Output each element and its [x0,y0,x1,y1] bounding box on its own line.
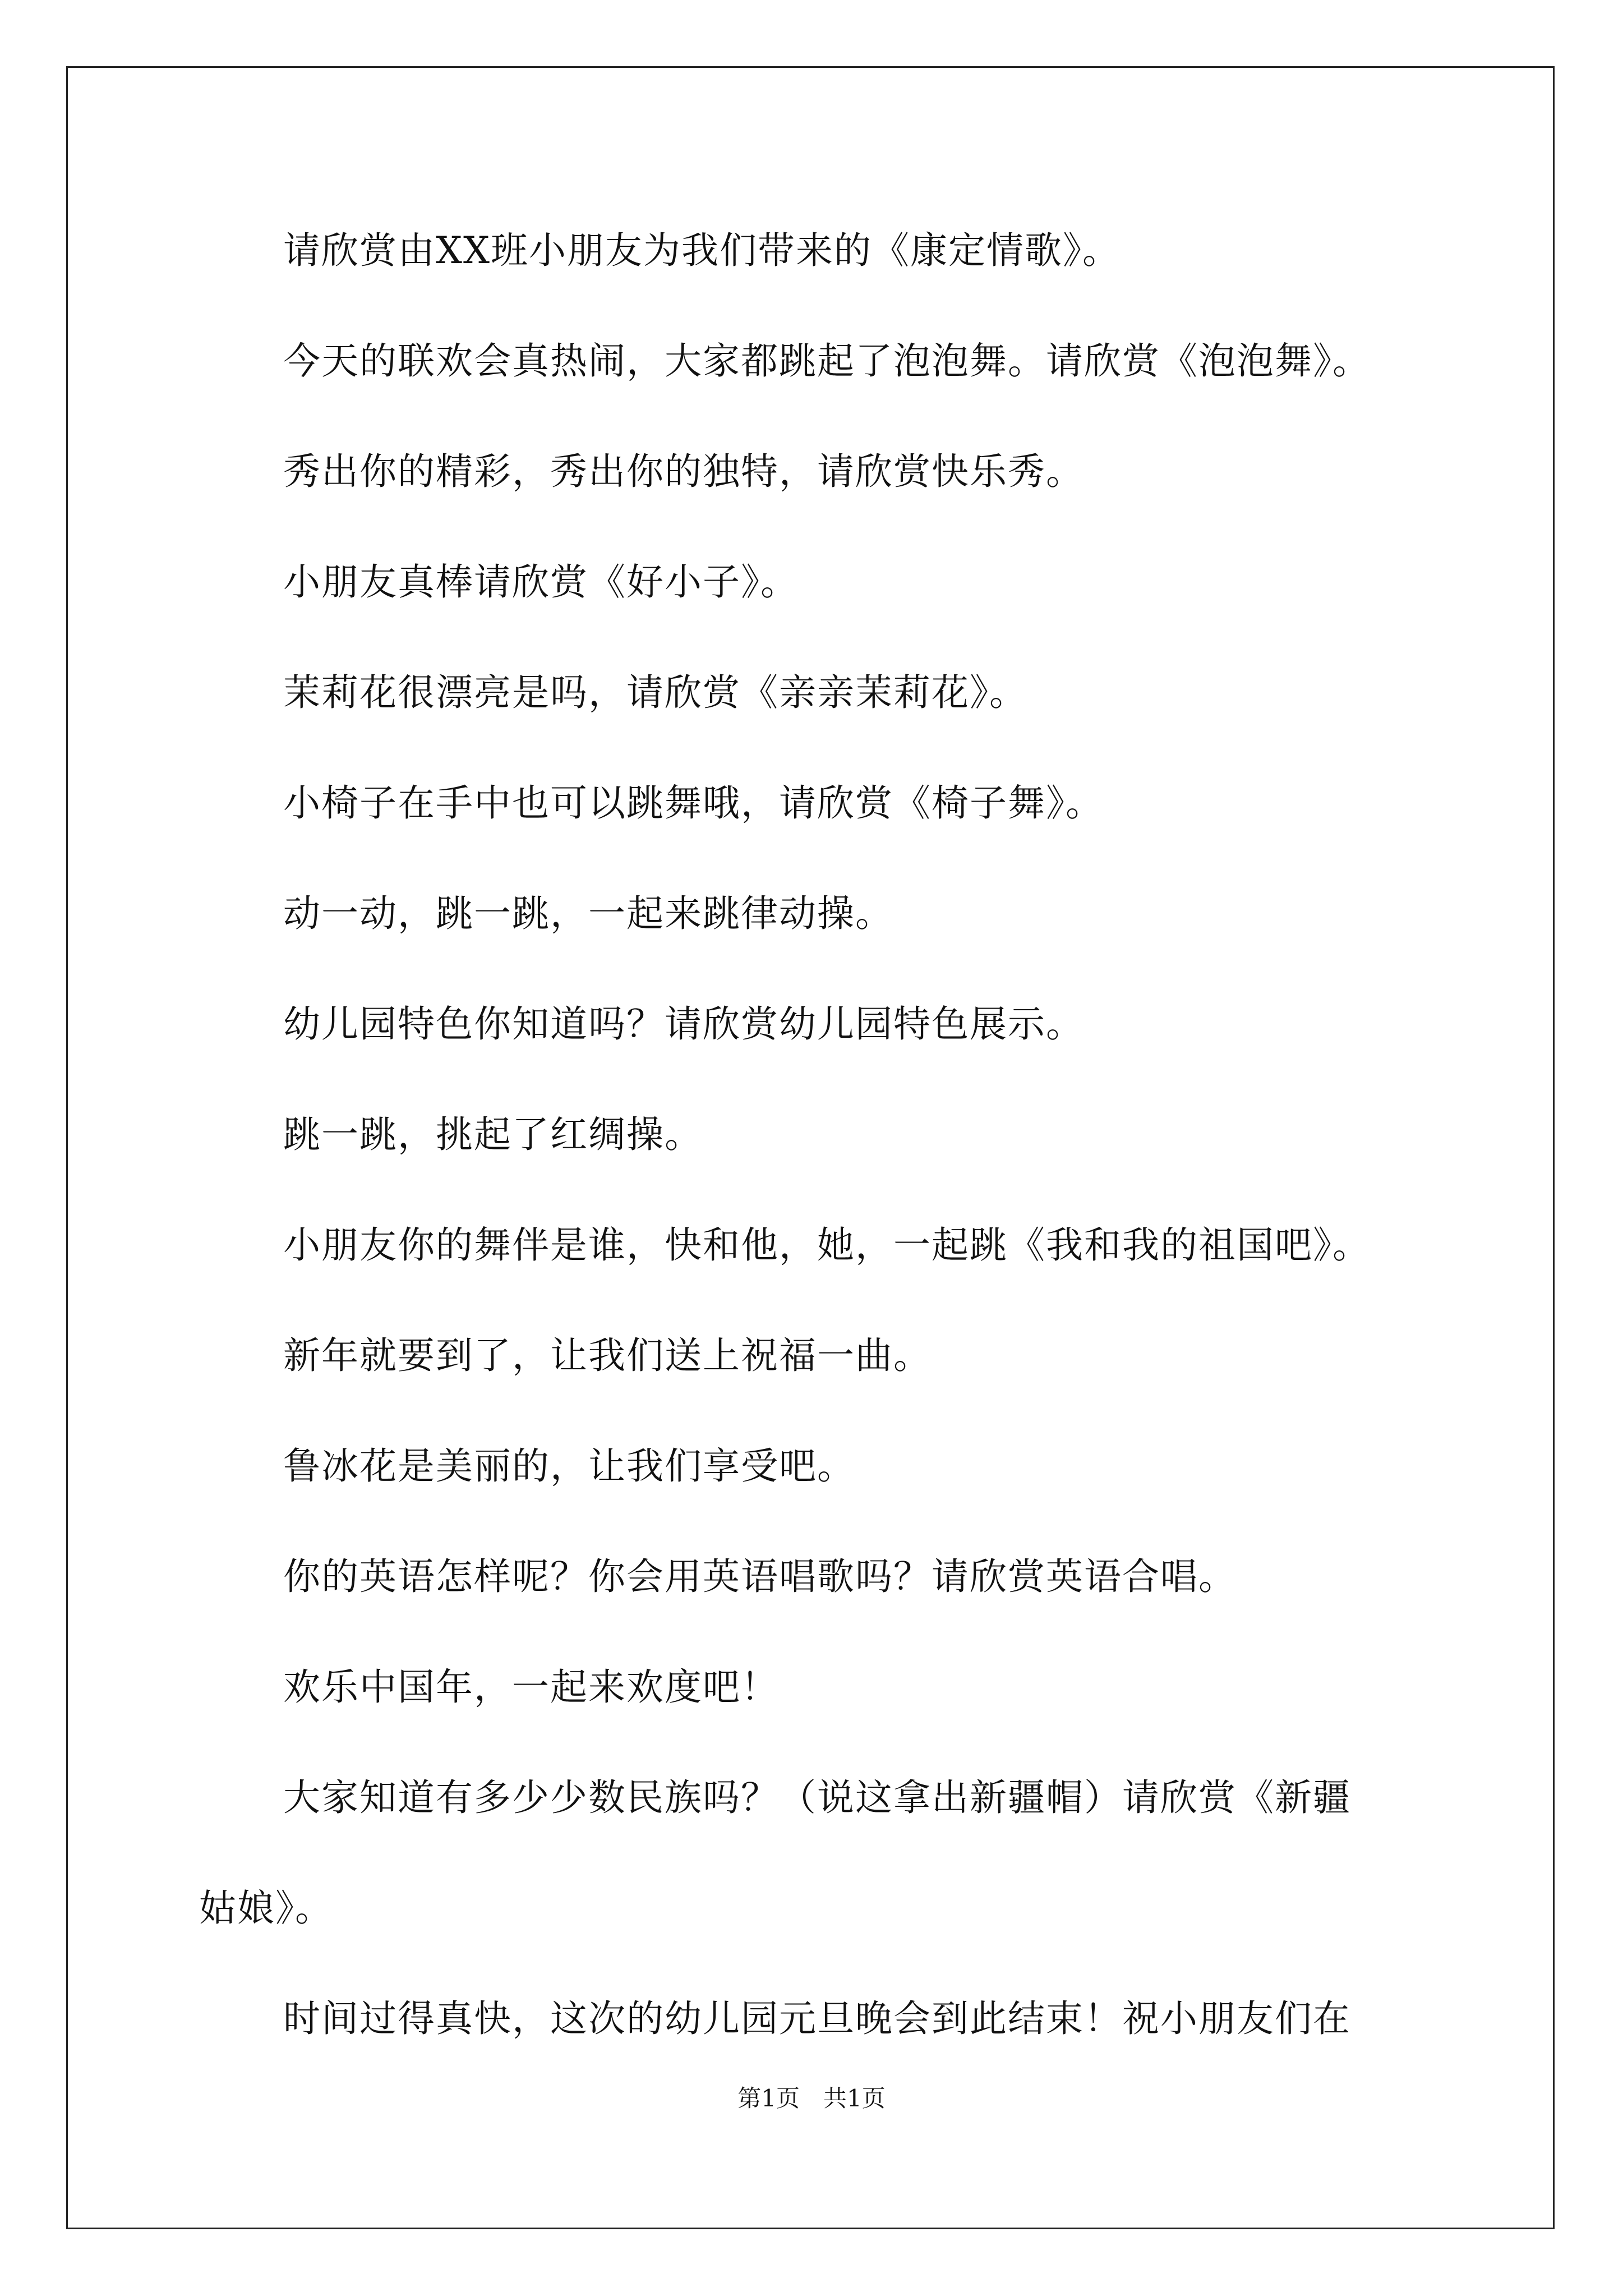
paragraph: 鲁冰花是美丽的，让我们享受吧。 [283,1444,855,1488]
page-footer: 第1页 共1页 [737,2085,886,2112]
paragraph-line-1: 大家知道有多少少数民族吗？（说这拿出新疆帽）请欣赏《新疆 [283,1776,1351,1819]
paragraph: 跳一跳，挑起了红绸操。 [283,1113,703,1156]
paragraph: 请欣赏由XX班小朋友为我们带来的《康定情歌》。 [283,229,1121,272]
paragraph: 新年就要到了，让我们送上祝福一曲。 [283,1334,932,1377]
paragraph: 欢乐中国年，一起来欢度吧！ [283,1665,779,1709]
document-body [199,222,1450,2100]
paragraph: 小朋友你的舞伴是谁，快和他，她，一起跳《我和我的祖国吧》。 [283,1223,1371,1267]
paragraph: 时间过得真快，这次的幼儿园元旦晚会到此结束！祝小朋友们在 [283,1997,1351,2040]
paragraph: 幼儿园特色你知道吗？请欣赏幼儿园特色展示。 [283,1002,1084,1046]
wrapped-paragraph [199,1769,1450,1938]
paragraph: 秀出你的精彩，秀出你的独特，请欣赏快乐秀。 [283,450,1084,493]
paragraph-line-2: 姑娘》。 [199,1887,333,1930]
paragraph: 小椅子在手中也可以跳舞哦，请欣赏《椅子舞》。 [283,781,1104,825]
paragraph: 动一动，跳一跳，一起来跳律动操。 [283,892,893,935]
paragraph: 你的英语怎样呢？你会用英语唱歌吗？请欣赏英语合唱。 [283,1555,1237,1598]
paragraph: 茉莉花很漂亮是吗，请欣赏《亲亲茉莉花》。 [283,671,1027,714]
paragraph: 今天的联欢会真热闹，大家都跳起了泡泡舞。请欣赏《泡泡舞》。 [283,339,1371,383]
paragraph: 小朋友真棒请欣赏《好小子》。 [283,560,799,604]
